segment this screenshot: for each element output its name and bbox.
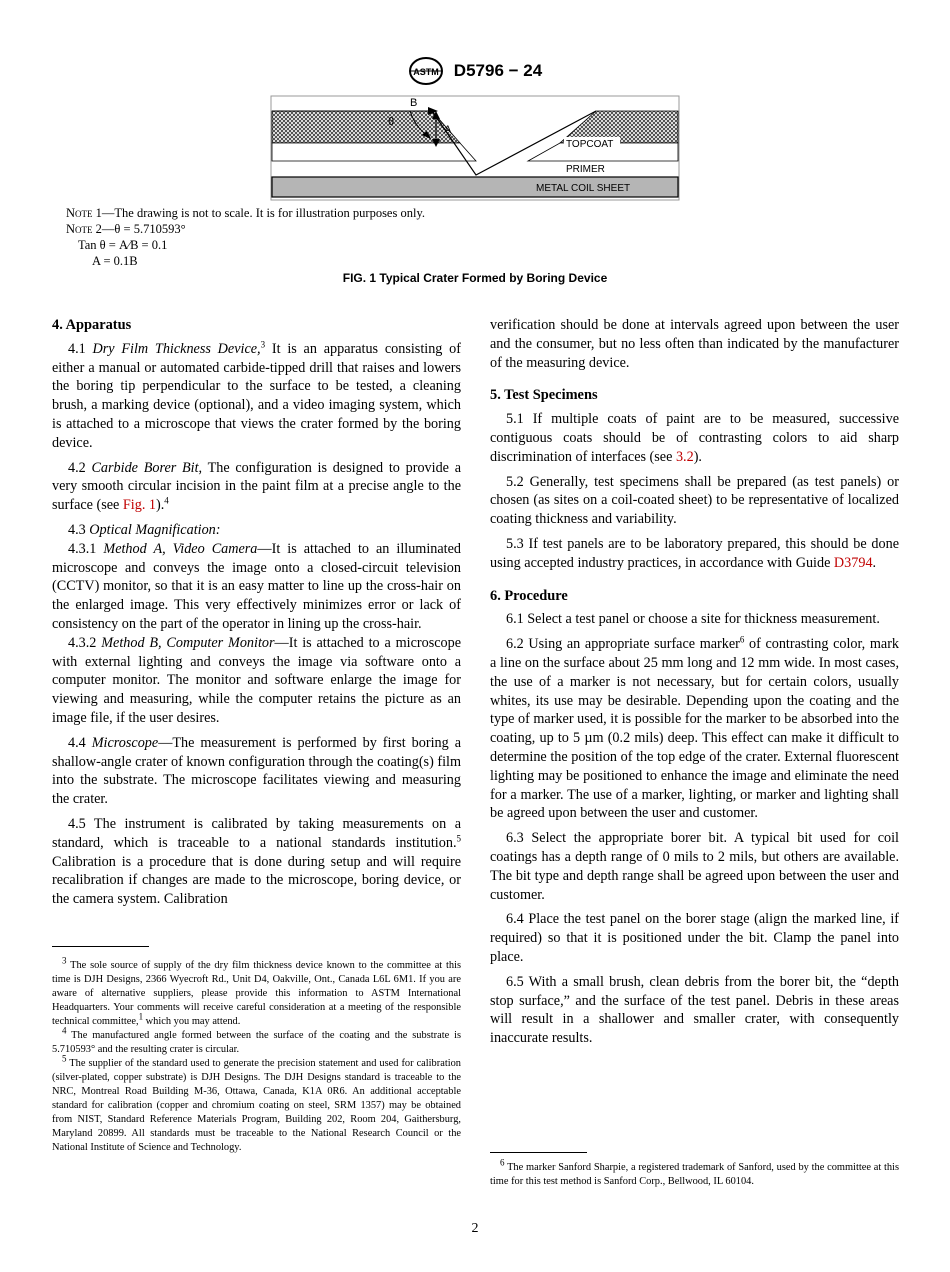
para-4-3: 4.3 Optical Magnification: xyxy=(68,521,221,538)
section-5-heading: 5. Test Specimens xyxy=(490,387,598,404)
para-5-3: 5.3 If test panels are to be laboratory prepared, this should be done using accepted industry practices, in accordance with Guide D3794. xyxy=(490,535,899,571)
label-primer: PRIMER xyxy=(566,164,605,175)
label-metal-coil-sheet: METAL COIL SHEET xyxy=(536,183,631,194)
footnote-rule-right xyxy=(490,1152,587,1153)
para-4-3-2: 4.3.2 Method B, Computer Monitor—It is attached to a microscope with external lighting and conveys the image via software onto a computer monitor. The monitor and software enlarge the image for viewing and measuring, while the computer retains the picture as an image file, if the user desires. xyxy=(52,634,462,726)
right-column xyxy=(490,316,899,1054)
footnote-4: $^4$ The manufactured angle formed between the surface of the coating and the substrate is 5.710593° and the resulting crater is circular. xyxy=(52,1025,461,1055)
footnote-rule xyxy=(52,946,149,947)
footnote-5: $^5$ The supplier of the standard used to generate the precision statement and used for calibration (silver-plated, copper substrate) is DJH Designs. The DJH Designs standard is traceable to the NRC, Montreal Road Building M-36, Ottawa, Canada, K1A 0R6. An additional acceptable standard for calibration (copper and chromium coating on steel, SRM 1357) may be obtained from NIST, Standard Reference Materials Program, Building 202, Room 204, Gaithersburg, Maryland 20899. All standards must be traceable to the National Research Council or the National Institute of Science and Technology. xyxy=(52,1053,461,1153)
para-4-5: 4.5 The instrument is calibrated by taking measurements on a standard, which is traceable to a national standards institution.$^5$ Calibration is a procedure that is done during setup and will require recalibration if changes are made to the microscope, boring device, or the camera system. Calibration xyxy=(52,815,461,908)
left-column xyxy=(52,316,461,915)
label-topcoat: TOPCOAT xyxy=(566,139,614,150)
para-6-4: 6.4 Place the test panel on the borer stage (align the marked line, if required) so that it is positioned under the bit. Clamp the panel into place. xyxy=(490,911,899,965)
figure-caption: FIG. 1 Typical Crater Formed by Boring Device xyxy=(342,271,608,285)
para-4-2: 4.2 Carbide Borer Bit, The configuration is designed to provide a very smooth circular incision in the paint film at a precise angle to the surface (see Fig. 1).$^4$ xyxy=(52,459,461,514)
footnote-3: $^3$ The sole source of supply of the dry film thickness device known to the committee at this time is DJH Designs, 2366 Wyecroft Rd., Unit D4, Oakville, Ont., Canada L6L 6M1. If you are aware of alternative suppliers, please provide this information to ASTM International Headquarters. Your comments will receive careful consideration at a meeting of the responsible technical committee,$^1$ which you may attend. xyxy=(52,955,461,1027)
label-theta: θ xyxy=(388,116,395,128)
fig-1-link[interactable]: Fig. 1 xyxy=(122,497,157,514)
para-6-2: 6.2 Using an appropriate surface marker$^6$ of contrasting color, mark a line on the surface about 25 mm long and 12 mm wide. In most cases, the use of a marker is not necessary, but for certain colors, usually whites, its use may be desirable. Depending upon the coating and the type of marker used, it is possible for the marker to be absorbed into the coating, up to 5 µm (0.2 mils) deep. This effect can make it difficult to determine the position of the top edge of the crater. External fluorescent lighting may be positioned to enhance the image and eliminate the need for a marker. The use of a marker, lighting, or marker and lighting shall be agreed upon between the user and customer. xyxy=(490,634,900,822)
para-6-5: 6.5 With a small brush, clean debris from the borer bit, the “depth stop surface,” and the surface of the test panel. Debris in these areas will result in a shallower and smaller crater, with consequently inaccurate results. xyxy=(490,973,899,1047)
para-4-3-1: 4.3.1 Method A, Video Camera—It is attached to an illuminated microscope and conveys the image onto a closed-circuit television (CCTV) monitor, so that it is an easy matter to line up the cross-hair on the enlarged image. This very effectively minimizes error or lack of consistency on the part of the operator in lining up the cross-hair. xyxy=(52,540,461,632)
note-1: Note 1—The drawing is not to scale. It is for illustration purposes only. xyxy=(66,206,426,220)
topcoat-left xyxy=(272,111,460,143)
para-6-1: 6.1 Select a test panel or choose a site for thickness measurement. xyxy=(506,611,880,628)
para-4-5-cont: verification should be done at intervals agreed upon between the user and the consumer, but no less often than indicated by the manufacturer of the measuring device. xyxy=(490,317,899,371)
footnotes-left xyxy=(52,946,461,1155)
para-4-1: 4.1 Dry Film Thickness Device,$^3$ It is an apparatus consisting of either a manual or automated carbide-tipped drill that raises and lowers the boring tip perpendicular to the surface to be tested, a cleaning brush, a marking device (optional), and a video imaging system, which is attached to a microscope that views the crater formed by the boring device. xyxy=(52,339,461,451)
note-tan: Tan θ = A⁄B = 0.1 xyxy=(78,238,168,252)
primer-left xyxy=(272,143,476,161)
page-number: 2 xyxy=(471,1221,479,1236)
figure-notes xyxy=(66,205,425,269)
note-2: Note 2—θ = 5.710593° xyxy=(66,222,186,236)
para-5-2: 5.2 Generally, test specimens shall be prepared (as test panels) or chosen (as sites on a coil-coated sheet) to be representative of localized coating thickness and variability. xyxy=(490,473,899,528)
designation: D5796 − 24 xyxy=(453,61,543,80)
label-b: B xyxy=(410,97,418,109)
astm-logo xyxy=(408,56,444,86)
section-4-heading: 4. Apparatus xyxy=(52,317,132,333)
ref-3-2-link[interactable]: 3.2 xyxy=(675,448,694,465)
d3794-link[interactable]: D3794 xyxy=(833,554,873,571)
section-6-heading: 6. Procedure xyxy=(490,587,568,604)
label-a: A xyxy=(444,124,452,136)
para-6-3: 6.3 Select the appropriate borer bit. A typical bit used for coil coatings has a depth range of 0 mils to 2 mils, but others are available. The bit type and depth range shall be agreed upon between the user and customer. xyxy=(490,830,899,903)
page-header xyxy=(0,56,950,86)
crater-figure xyxy=(270,95,680,203)
para-4-4: 4.4 Microscope—The measurement is performed by first boring a shallow-angle crater of known configuration through the coating(s) film into the substrate. The microscope facilitates viewing and measuring the crater. xyxy=(52,734,461,808)
svg-text:ASTM: ASTM xyxy=(413,67,439,77)
note-a: A = 0.1B xyxy=(92,254,138,268)
para-5-1: 5.1 If multiple coats of paint are to be measured, successive contiguous coats should be of contrasting colors to aid sharp discrimination of interfaces (see 3.2). xyxy=(490,411,899,465)
footnote-6: $^6$ The marker Sanford Sharpie, a registered trademark of Sanford, used by the committee at this time for this test method is Sanford Corp., Bellwood, IL 60104. xyxy=(490,1157,899,1187)
footnotes-right xyxy=(490,1152,899,1189)
